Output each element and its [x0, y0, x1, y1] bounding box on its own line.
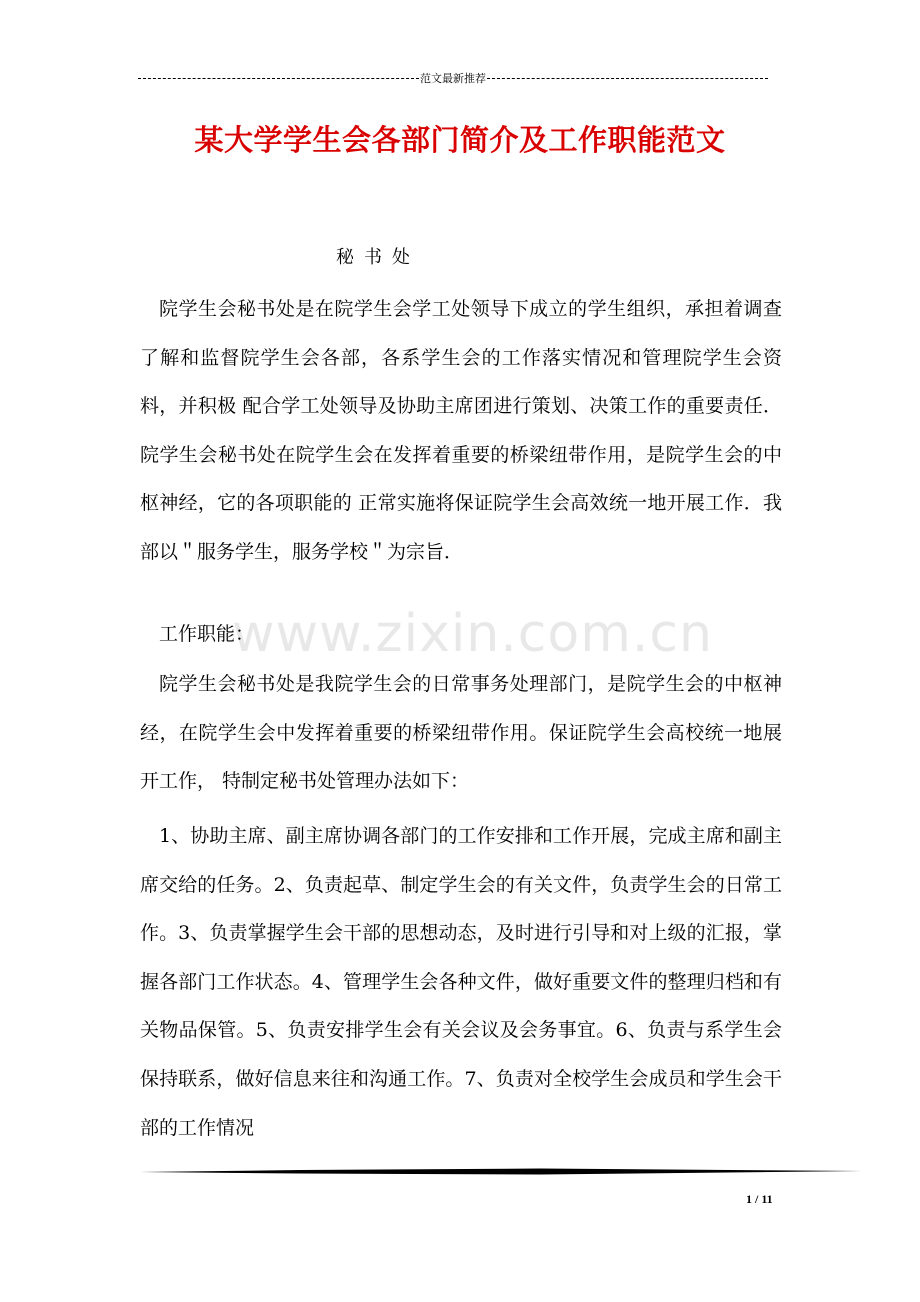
section-heading: 秘书处	[336, 247, 420, 268]
paragraph-duties-list: 1、协助主席、副主席协调各部门的工作安排和工作开展，完成主席和副主席交给的任务。2、负责起草、制定学生会的有关文件，负责学生会的日常工作。3、负责掌握学生会干部的思想动态，及时进行引导和对上级的汇报，掌握各部门工作状态。4、管理学生会各种文件，做好重要文件的整理归档和有关物品保管。5、负责安排学生会有关会议及会务事宜。6、负责与系学生会保持联系，做好信息来往和沟通工作。7、负责对全校学生会成员和学生会干部的工作情况	[140, 825, 782, 1139]
page-number: 1 / 11	[746, 1192, 773, 1206]
page-header	[138, 68, 768, 88]
footer-rule	[140, 1168, 862, 1175]
header-label: 范文最新推荐	[420, 72, 486, 85]
header-dash-right	[487, 78, 768, 79]
watermark: www.zixin.com.cn	[232, 604, 713, 664]
header-dash-left	[138, 78, 419, 79]
paragraph-block	[140, 660, 782, 806]
document-title: 某大学学生会各部门简介及工作职能范文	[194, 123, 726, 157]
paragraph-block	[140, 285, 782, 577]
paragraph-intro: 院学生会秘书处是在院学生会学工处领导下成立的学生组织，承担着调查了解和监督院学生会各部，各系学生会的工作落实情况和管理院学生会资料，并积极 配合学工处领导及协助主席团进行策划、决策工作的重要责任．院学生会秘书处在院学生会在发挥着重要的桥梁纽带作用，是院学生会的中枢神经，它的各项职能的 正常实施将保证院学生会高效统一地开展工作．我部以＂服务学生，服务学校＂为宗旨．	[140, 298, 782, 563]
paragraph-duties-intro: 院学生会秘书处是我院学生会的日常事务处理部门，是院学生会的中枢神经，在院学生会中发挥着重要的桥梁纽带作用。保证院学生会高校统一地展开工作， 特制定秘书处管理办法如下：	[140, 673, 782, 793]
paragraph-block	[140, 812, 782, 1152]
paragraph-block	[140, 610, 782, 659]
paragraph-duties-heading: 工作职能：	[159, 623, 255, 645]
